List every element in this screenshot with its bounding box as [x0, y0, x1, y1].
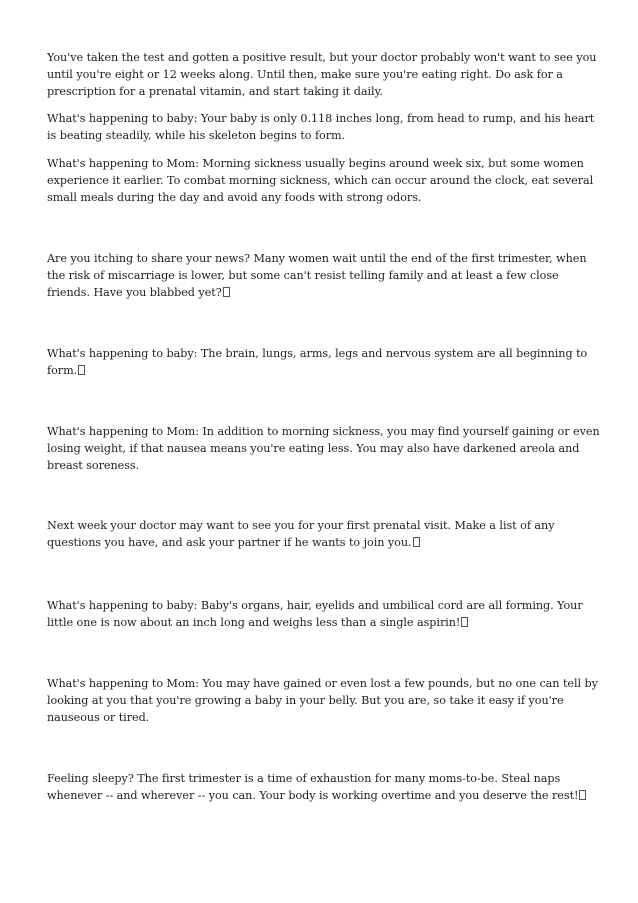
paragraph-baby-week-7 [47, 597, 602, 631]
paragraph-mom-week-5 [47, 155, 602, 206]
paragraph-baby-week-5 [47, 110, 602, 144]
paragraph-text: What's happening to Mom: In addition to morning sickness, you may find yourself gaining or even losing weight, if that nausea means you're eating less. You may also have darkened areola and breast soreness. [47, 425, 600, 472]
paragraph-text: You've taken the test and gotten a positive result, but your doctor probably won't want to see you until you're eight or 12 weeks along. Until then, make sure you're eating right. Do ask for a prescription for a prenatal vitamin, and start taking it daily. [47, 51, 597, 98]
paragraph-text: Feeling sleepy? The first trimester is a time of exhaustion for many moms-to-be. Steal naps whenever -- and wherever -- you can. Your body is working overtime and you deserve the rest! [47, 772, 579, 802]
paragraph-baby-week-6 [47, 345, 602, 379]
paragraph-text: Next week your doctor may want to see you for your first prenatal visit. Make a list of any questions you have, and ask your partner if he wants to join you. [47, 519, 555, 549]
paragraph-text: What's happening to Mom: You may have gained or even lost a few pounds, but no one can tell by looking at you that you're growing a baby in your belly. But you are, so take it easy if you're nauseous or tired. [47, 677, 598, 724]
missing-glyph-icon [78, 365, 85, 375]
paragraph-prenatal-visit [47, 517, 602, 551]
missing-glyph-icon [579, 790, 586, 800]
paragraph-text: What's happening to baby: Your baby is only 0.118 inches long, from head to rump, and his heart is beating steadily, while his skeleton begins to form. [47, 112, 595, 142]
paragraph-mom-week-6 [47, 423, 602, 474]
missing-glyph-icon [461, 617, 468, 627]
paragraph-text: What's happening to Mom: Morning sickness usually begins around week six, but some women experience it earlier. To combat morning sickness, which can occur around the clock, eat several small meals during the day and avoid any foods with strong odors. [47, 157, 594, 204]
paragraph-share-news [47, 250, 602, 301]
paragraph-feeling-sleepy [47, 770, 602, 804]
paragraph-mom-week-7 [47, 675, 602, 726]
paragraph-positive-test [47, 49, 602, 100]
paragraph-text: What's happening to baby: Baby's organs, hair, eyelids and umbilical cord are all forming. Your little one is now about an inch long and weighs less than a single aspirin! [47, 599, 583, 629]
missing-glyph-icon [413, 537, 420, 547]
paragraph-text: What's happening to baby: The brain, lungs, arms, legs and nervous system are all beginning to form. [47, 347, 588, 377]
missing-glyph-icon [223, 287, 230, 297]
paragraph-text: Are you itching to share your news? Many women wait until the end of the first trimester, when the risk of miscarriage is lower, but some can't resist telling family and at least a few close friends. Have you blabbed yet? [47, 252, 587, 299]
